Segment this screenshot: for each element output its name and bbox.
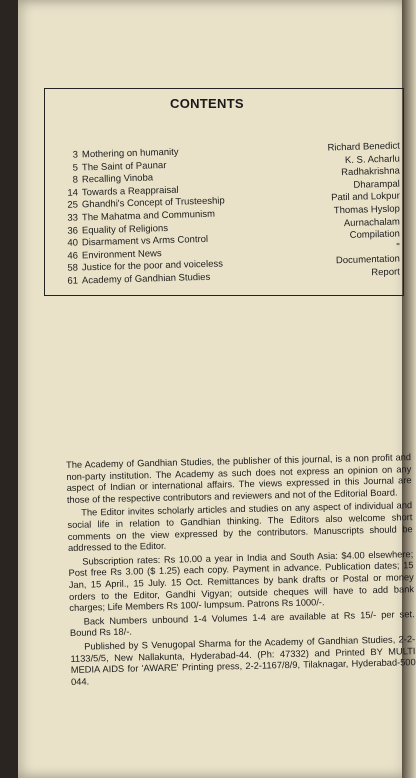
toc-author: K. S. Acharlu	[344, 153, 400, 166]
toc-author: "	[396, 241, 400, 253]
toc-author: Richard Benedict	[327, 140, 400, 154]
toc-page-number: 58	[67, 262, 79, 275]
toc-page-number: 8	[72, 174, 79, 186]
toc-page-number: 40	[67, 237, 79, 249]
toc-author: Dharampal	[353, 178, 400, 191]
toc-title: Mothering on humanity	[81, 146, 179, 161]
contents-title: CONTENTS	[170, 96, 244, 111]
toc-author: Radhakrishna	[341, 165, 400, 179]
paragraph-subscription: Subscription rates: Rs 10.00 a year in India and South Asia: $4.00 elsewhere; Post free Rs 3.00 ($ 1.25) each copy. Payment in advance. Publication dates; 15 Jan, 15 April., 15 July. 15 Oct. Remittances by bank drafts or Postal or money orders to the Editor, Gandhi Vigyan; outside cheques will have to add bank charges; Life Members Rs 100/- lumpsum. Patrons Rs 1000/-.	[68, 548, 415, 614]
toc-title: Recalling Vinoba	[81, 172, 154, 186]
toc-title: The Mahatma and Communism	[81, 208, 216, 224]
toc-author: Thomas Hyslop	[333, 203, 400, 217]
toc-title: Academy of Gandhian Studies	[81, 271, 211, 287]
toc-title: Environment News	[81, 247, 162, 262]
toc-page-number: 33	[67, 212, 79, 224]
imprint-text	[66, 452, 416, 690]
toc-title: Justice for the poor and voiceless	[81, 258, 224, 274]
toc-author: Compilation	[349, 228, 400, 242]
toc-page-number: 46	[67, 250, 79, 262]
toc-author: Aurnachalam	[343, 216, 400, 229]
toc-title: Disarmament vs Arms Control	[81, 234, 209, 249]
toc-title: The Saint of Paunar	[81, 159, 167, 173]
paragraph-disclaimer: The Academy of Gandhian Studies, the publisher of this journal, is a non profit and non-party institution. The Academy as such does not express an opinion on any aspect of Indian or international affairs. The views expressed in this Journal are those of the respective contributors and reviewers and not of the Editorial Board.	[66, 452, 412, 505]
toc-page-number: 36	[67, 225, 79, 237]
toc-page-number: 25	[67, 199, 79, 212]
toc-title: Ghandhi's Concept of Trusteeship	[81, 195, 225, 211]
toc-title: Towards a Reappraisal	[81, 184, 179, 199]
paragraph-submissions: The Editor invites scholarly articles and studies on any aspect of individual and social life in relation to Gandhian thinking. The Editors also welcome short comments on the view expressed by the contributors. Manuscripts should be addressed to the Editor.	[67, 500, 413, 554]
toc-author: Documentation	[335, 253, 400, 267]
paragraph-publisher: Published by S Venugopal Sharma for the Academy of Gandhian Studies, 2-2-1133/5/5, New Nallakunta, Hyderabad-44. (Ph: 47332) and Printed BY MULTI MEDIA AIDS for 'AWARE' Printing press, 2-2-1167/8/9, Tilaknagar, Hyderabad-500 044.	[70, 634, 416, 687]
toc-page-number: 3	[72, 149, 79, 161]
toc-page-number: 61	[67, 275, 79, 287]
toc-page-number: 5	[72, 162, 79, 174]
toc-author: Report	[371, 266, 400, 279]
toc-author: Patil and Lokpur	[331, 190, 400, 204]
paragraph-back-numbers: Back Numbers unbound 1-4 Volumes 1-4 are available at Rs 15/- per set. Bound Rs 18/-.	[69, 608, 415, 639]
toc-title: Equality of Religions	[81, 222, 169, 236]
toc-page-number: 14	[67, 187, 79, 199]
